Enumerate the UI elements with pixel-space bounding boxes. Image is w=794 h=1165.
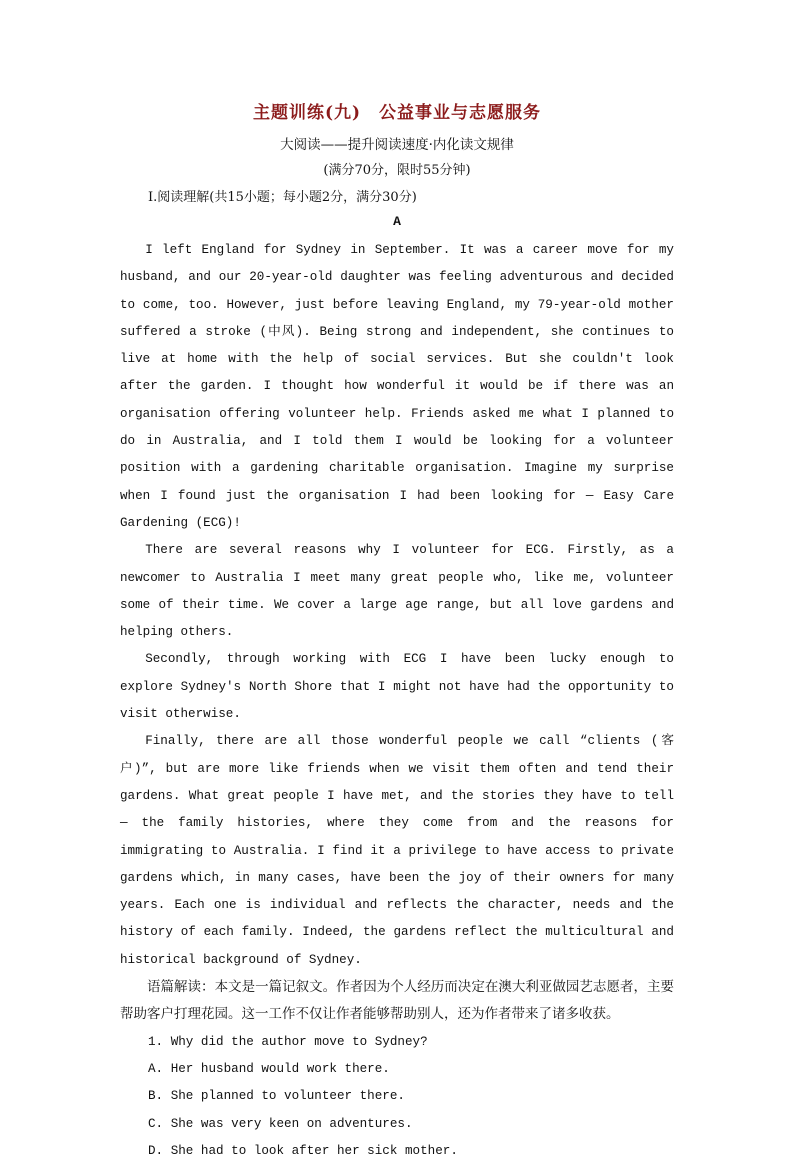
option-letter: A. <box>148 1061 164 1076</box>
option-d[interactable] <box>120 1138 674 1165</box>
score-time-limit: (满分70分，限时55分钟) <box>323 163 471 178</box>
paragraph-3: Secondly, through working with ECG I have been lucky enough to explore Sydney's North Shore that I might not have had the opportunity to visit otherwise. <box>120 652 674 722</box>
paragraph-2: There are several reasons why I volunteer for ECG. Firstly, as a newcomer to Australia I meet many great people who, like me, volunteer some of their time. We cover a large age range, but all love gardens and helping others. <box>120 543 674 640</box>
passage-letter: A <box>393 214 401 229</box>
option-letter: D. <box>148 1143 164 1158</box>
option-text: She was very keen on adventures. <box>170 1116 413 1131</box>
question-1 <box>120 1029 674 1056</box>
passage-analysis: 语篇解读：本文是一篇记叙文。作者因为个人经历而决定在澳大利亚做园艺志愿者，主要帮助客户打理花园。这一工作不仅让作者能够帮助别人，还为作者带来了诸多收获。 <box>120 979 674 1023</box>
option-text: She planned to volunteer there. <box>170 1089 405 1104</box>
question-text: Why did the author move to Sydney? <box>170 1034 428 1049</box>
option-letter: C. <box>148 1116 164 1131</box>
option-text: Her husband would work there. <box>170 1061 390 1076</box>
page-title: 主题训练(九) 公益事业与志愿服务 <box>252 103 542 123</box>
paragraph-1: I left England for Sydney in September. It was a career move for my husband, and our 20-year-old daughter was feeling adventurous and decided to come, too. However, just before leaving England, my 79-year-old mother suffered a stroke (中风). Being strong and independent, she continues to live at home with the help of social services. But she couldn't look after the garden. I thought how wonderful it would be if there was an organisation offering volunteer help. Friends asked me what I planned to do in Australia, and I told them I would be looking for a volunteer position with a gardening charitable organisation. Imagine my surprise when I found just the organisation I had been looking for — Easy Care Gardening (ECG)! <box>120 243 674 530</box>
option-b[interactable] <box>120 1083 674 1110</box>
section-heading: Ⅰ.阅读理解(共15小题；每小题2分，满分30分) <box>148 190 417 205</box>
option-a[interactable] <box>120 1056 674 1083</box>
page-subtitle: 大阅读——提升阅读速度·内化读文规律 <box>280 137 514 153</box>
passage-body <box>120 237 674 1165</box>
option-text: She had to look after her sick mother. <box>170 1143 458 1158</box>
option-c[interactable] <box>120 1111 674 1138</box>
option-letter: B. <box>148 1089 164 1104</box>
paragraph-4: Finally, there are all those wonderful people we call “clients (客户)”, but are more like friends when we visit them often and tend their gardens. What great people I have met, and the stories they have to tell — the family histories, where they come from and the reasons for immigrating to Australia. I find it a privilege to have access to private gardens which, in many cases, have been the joy of their owners for many years. Each one is individual and reflects the character, needs and the history of each family. Indeed, the gardens reflect the multicultural and historical background of Sydney. <box>120 734 674 967</box>
question-number: 1. <box>148 1034 164 1049</box>
